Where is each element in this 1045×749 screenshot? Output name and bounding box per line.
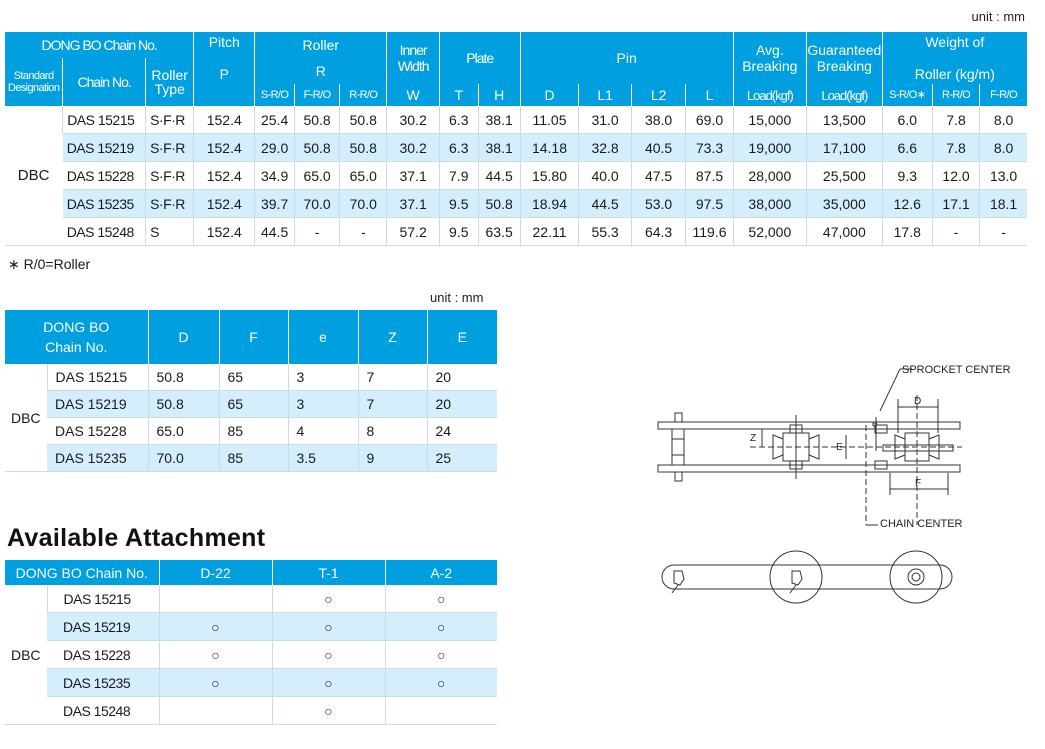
cell-wf: 8.0 (980, 134, 1027, 162)
cell-E: 24 (427, 418, 497, 445)
cell-l: 69.0 (686, 106, 733, 134)
cell-l2: 53.0 (631, 190, 686, 218)
cell-d: 65.0 (148, 418, 219, 445)
cell-chain: DAS 15215 (63, 106, 146, 134)
cell-fro: 50.8 (295, 106, 340, 134)
cell-t1: ○ (272, 613, 385, 641)
cell-d: 18.94 (520, 190, 579, 218)
cell-type: S·F·R (146, 106, 194, 134)
cell-l: 97.5 (686, 190, 733, 218)
cell-w: 30.2 (387, 134, 439, 162)
header-Z-2: Z (358, 310, 427, 364)
cell-l2: 38.0 (631, 106, 686, 134)
cell-chain: DAS 15215 (47, 364, 148, 391)
header-weight-of-roller: Weight of Roller (kg/m) (882, 32, 1027, 84)
table-row (5, 218, 1027, 246)
cell-l1: 32.8 (579, 134, 631, 162)
cell-d22: ○ (159, 669, 272, 697)
header-t1: T-1 (272, 560, 385, 585)
cell-p: 152.4 (194, 162, 255, 190)
table-row (5, 391, 497, 418)
cell-t1: ○ (272, 641, 385, 669)
cell-E: 25 (427, 445, 497, 472)
header-roller: Roller (255, 32, 387, 58)
cell-t1: ○ (272, 669, 385, 697)
attachment-table (5, 560, 497, 725)
cell-E: 20 (427, 391, 497, 418)
table-row (5, 364, 497, 391)
cell-guar: 17,100 (807, 134, 883, 162)
cell-fro: 65.0 (295, 162, 340, 190)
cell-d22 (159, 585, 272, 613)
upper-plate (658, 422, 960, 429)
cell-a2: ○ (385, 669, 497, 697)
cell-p: 152.4 (194, 218, 255, 246)
cell-guar: 47,000 (807, 218, 883, 246)
cell-avg: 38,000 (733, 190, 806, 218)
cell-chain: DAS 15215 (47, 585, 159, 613)
cell-sro: 44.5 (255, 218, 295, 246)
cell-chain: DAS 15235 (47, 669, 159, 697)
cell-chain: DAS 15248 (47, 697, 159, 725)
cell-e: 4 (288, 418, 358, 445)
cell-chain: DAS 15228 (63, 162, 146, 190)
cell-chain: DAS 15228 (47, 418, 148, 445)
cell-avg: 15,000 (733, 106, 806, 134)
cell-E: 20 (427, 364, 497, 391)
header-r-ro: R-R/O (340, 84, 387, 106)
table-row (5, 613, 497, 641)
header-roller-type: Roller Type (146, 58, 194, 106)
table-row (5, 669, 497, 697)
cell-ws: 17.8 (882, 218, 932, 246)
header-t: T (439, 84, 478, 106)
side-roller-right (890, 551, 942, 603)
header-s-ro: S-R/O (255, 84, 295, 106)
cell-w: 57.2 (387, 218, 439, 246)
cell-p: 152.4 (194, 190, 255, 218)
cell-wr: 7.8 (932, 106, 979, 134)
cell-l: 119.6 (686, 218, 733, 246)
header-d: D (520, 84, 579, 106)
section-title: Available Attachment (7, 524, 266, 552)
header-guaranteed-breaking: Guaranteed Breaking (807, 32, 883, 84)
cell-d: 22.11 (520, 218, 579, 246)
cell-t: 9.5 (439, 190, 478, 218)
cell-chain: DAS 15235 (47, 445, 148, 472)
cell-sro: 34.9 (255, 162, 295, 190)
cell-d: 50.8 (148, 364, 219, 391)
header-standard-designation: Standard Designation (5, 58, 63, 106)
header-f-ro: F-R/O (295, 84, 340, 106)
cell-e: 3.5 (288, 445, 358, 472)
header-avg-breaking: Avg. Breaking (733, 32, 806, 84)
header-pitch-symbol (194, 84, 255, 106)
cell-h: 38.1 (478, 134, 520, 162)
table-row (5, 697, 497, 725)
table-row (5, 106, 1027, 134)
header-weight-f-ro: F-R/O (980, 84, 1027, 106)
cell-wr: 17.1 (932, 190, 979, 218)
cell-t1: ○ (272, 697, 385, 725)
cell-l1: 44.5 (579, 190, 631, 218)
cell-t: 9.5 (439, 218, 478, 246)
cell-ws: 6.0 (882, 106, 932, 134)
cell-wf: 18.1 (980, 190, 1027, 218)
cell-t1: ○ (272, 585, 385, 613)
cell-guar: 35,000 (807, 190, 883, 218)
cell-fro: 70.0 (295, 190, 340, 218)
sprocket-center-label: SPROCKET CENTER (902, 364, 1011, 376)
cell-ws: 12.6 (882, 190, 932, 218)
cell-w: 37.1 (387, 162, 439, 190)
cell-wr: - (932, 218, 979, 246)
cell-type: S (146, 218, 194, 246)
cell-z: 8 (358, 418, 427, 445)
header-chain-no: Chain No. (63, 58, 146, 106)
header-l2: L2 (631, 84, 686, 106)
header-load-avg: Load(kgf) (733, 84, 806, 106)
cell-l1: 55.3 (579, 218, 631, 246)
cell-t: 7.9 (439, 162, 478, 190)
cell-a2: ○ (385, 641, 497, 669)
cell-ws: 6.6 (882, 134, 932, 162)
side-roller-center (770, 551, 822, 603)
table-row (5, 134, 1027, 162)
cell-h: 63.5 (478, 218, 520, 246)
cell-d22: ○ (159, 641, 272, 669)
cell-h: 38.1 (478, 106, 520, 134)
cell-wf: 8.0 (980, 106, 1027, 134)
cell-a2 (385, 697, 497, 725)
cell-chain: DAS 15219 (47, 613, 159, 641)
header-dongbo-chain-no-2: DONG BO Chain No. (5, 310, 148, 364)
header-h: H (478, 84, 520, 106)
cell-d: 50.8 (148, 391, 219, 418)
header-F-2: F (219, 310, 288, 364)
cell-w: 30.2 (387, 106, 439, 134)
cell-ws: 9.3 (882, 162, 932, 190)
header-d22: D-22 (159, 560, 272, 585)
header-l1: L1 (579, 84, 631, 106)
table-row (5, 418, 497, 445)
header-load-guar: Load(kgf) (807, 84, 883, 106)
cell-rro: 50.8 (340, 106, 387, 134)
cell-rro: 70.0 (340, 190, 387, 218)
cell-l2: 47.5 (631, 162, 686, 190)
cell-avg: 52,000 (733, 218, 806, 246)
header-dongbo-chain-no-3: DONG BO Chain No. (5, 560, 159, 585)
cell-guar: 25,500 (807, 162, 883, 190)
cell-wr: 7.8 (932, 134, 979, 162)
unit-label: unit : mm (971, 9, 1025, 24)
header-roller-symbol: R (255, 58, 387, 84)
cell-chain: DAS 15228 (47, 641, 159, 669)
unit-label-2: unit : mm (430, 290, 484, 305)
cell-rro: 50.8 (340, 134, 387, 162)
lower-plate (658, 465, 960, 472)
cell-e: 3 (288, 364, 358, 391)
chain-diagram (650, 355, 1035, 615)
cell-l2: 64.3 (631, 218, 686, 246)
cell-a2: ○ (385, 613, 497, 641)
cell-l1: 31.0 (579, 106, 631, 134)
cell-d: 70.0 (148, 445, 219, 472)
cell-guar: 13,500 (807, 106, 883, 134)
cell-f: 65 (219, 364, 288, 391)
cell-fro: - (295, 218, 340, 246)
dimension-table (5, 310, 497, 472)
cell-z: 7 (358, 391, 427, 418)
cell-rro: 65.0 (340, 162, 387, 190)
designation-cell: DBC (5, 585, 47, 725)
cell-z: 9 (358, 445, 427, 472)
cell-avg: 28,000 (733, 162, 806, 190)
table-row (5, 190, 1027, 218)
header-plate: Plate (439, 32, 520, 84)
cell-type: S·F·R (146, 162, 194, 190)
cell-l1: 40.0 (579, 162, 631, 190)
header-pitch: Pitch P (194, 32, 255, 84)
cell-p: 152.4 (194, 134, 255, 162)
left-pin (672, 429, 684, 465)
cell-f: 85 (219, 445, 288, 472)
cell-l: 87.5 (686, 162, 733, 190)
header-w: W (387, 84, 439, 106)
cell-e: 3 (288, 391, 358, 418)
cell-sro: 39.7 (255, 190, 295, 218)
dim-F-label: F (915, 478, 922, 489)
cell-l: 73.3 (686, 134, 733, 162)
cell-a2: ○ (385, 585, 497, 613)
dim-E-label: E (836, 442, 843, 453)
cell-z: 7 (358, 364, 427, 391)
cell-type: S·F·R (146, 134, 194, 162)
cell-d22: ○ (159, 613, 272, 641)
cell-sro: 25.4 (255, 106, 295, 134)
dim-D-label: D (914, 396, 922, 407)
cell-chain: DAS 15248 (63, 218, 146, 246)
table-row (5, 162, 1027, 190)
cell-wr: 12.0 (932, 162, 979, 190)
header-l: L (686, 84, 733, 106)
cell-chain: DAS 15235 (63, 190, 146, 218)
roller-note: ∗ R/0=Roller (8, 256, 91, 272)
cell-h: 50.8 (478, 190, 520, 218)
header-pin: Pin (520, 32, 733, 84)
cell-p: 152.4 (194, 106, 255, 134)
cell-chain: DAS 15219 (63, 134, 146, 162)
cell-f: 85 (219, 418, 288, 445)
cell-wf: 13.0 (980, 162, 1027, 190)
cell-type: S·F·R (146, 190, 194, 218)
cell-h: 44.5 (478, 162, 520, 190)
designation-cell: DBC (5, 364, 47, 472)
dim-Z-label: Z (750, 433, 757, 444)
cell-sro: 29.0 (255, 134, 295, 162)
header-a2: A-2 (385, 560, 497, 585)
cell-wf: - (980, 218, 1027, 246)
cell-avg: 19,000 (733, 134, 806, 162)
cell-f: 65 (219, 391, 288, 418)
cell-d: 11.05 (520, 106, 579, 134)
cell-rro: - (340, 218, 387, 246)
designation-cell: DBC (5, 106, 63, 246)
header-inner-width: Inner Width (387, 32, 439, 84)
table-row (5, 445, 497, 472)
header-e-2: e (288, 310, 358, 364)
cell-d: 14.18 (520, 134, 579, 162)
cell-w: 37.1 (387, 190, 439, 218)
table-row (5, 585, 497, 613)
header-dongbo-chain-no: DONG BO Chain No. (5, 32, 194, 58)
cell-d: 15.80 (520, 162, 579, 190)
header-weight-s-ro: S-R/O∗ (882, 84, 932, 106)
cell-d22 (159, 697, 272, 725)
cell-t: 6.3 (439, 106, 478, 134)
table-row (5, 641, 497, 669)
header-weight-r-ro: R-R/O (932, 84, 979, 106)
chain-spec-table (5, 32, 1027, 246)
cell-fro: 50.8 (295, 134, 340, 162)
header-D-2: D (148, 310, 219, 364)
cell-l2: 40.5 (631, 134, 686, 162)
dim-e-label: e (872, 419, 878, 430)
cell-chain: DAS 15219 (47, 391, 148, 418)
chain-center-label: CHAIN CENTER (880, 518, 963, 530)
cell-t: 6.3 (439, 134, 478, 162)
header-E-2: E (427, 310, 497, 364)
